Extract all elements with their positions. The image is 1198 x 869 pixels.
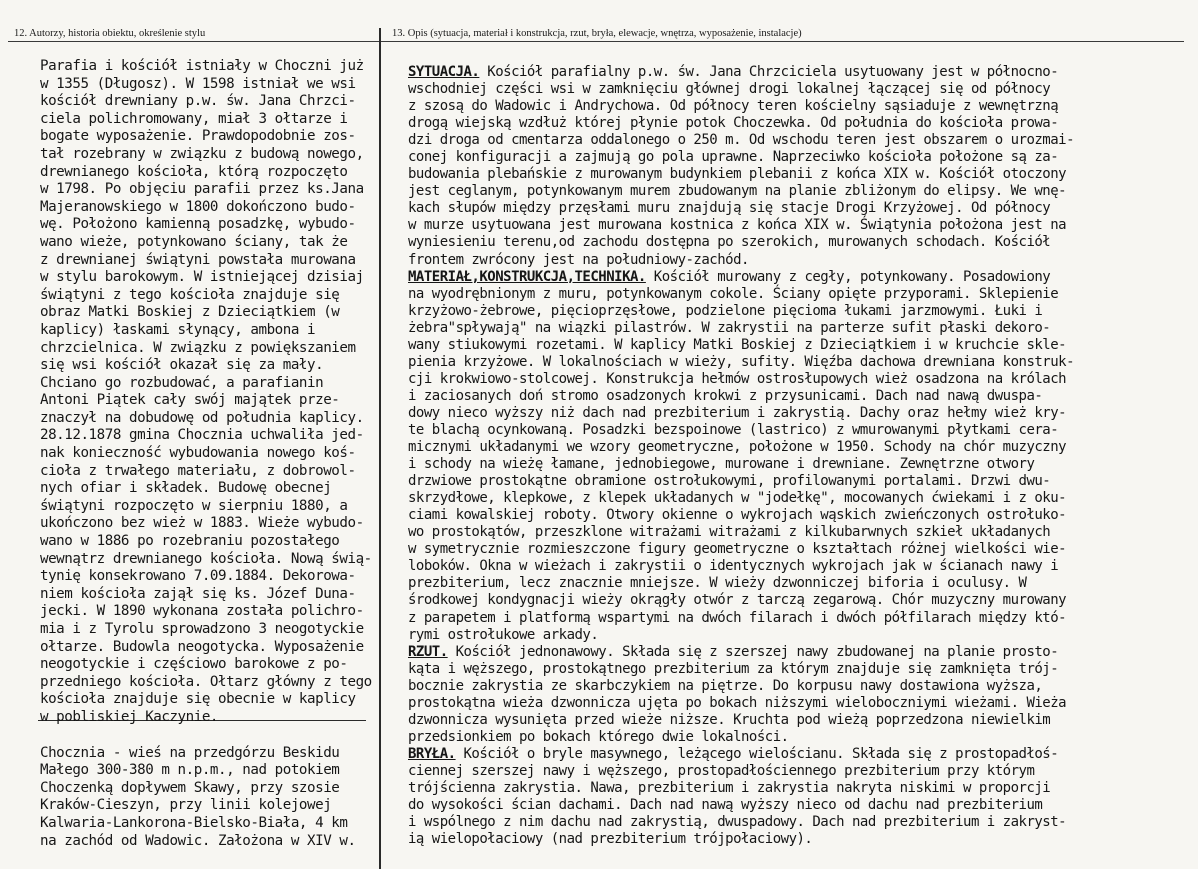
description-line <box>408 729 1188 746</box>
description-line-text: Kościół o bryle masywnego, leżącego wielościanu. Składa się z prostopadłoś- <box>455 745 1059 762</box>
description-line <box>408 217 1188 234</box>
section-heading-rzut: RZUT. <box>408 643 448 660</box>
history-line: kaplicy) łaskami słynący, ambona i <box>40 321 316 338</box>
description-line-text: bocznie zakrystia ze skarbczykiem na piętrze. Do korpusu nawy dostawiona wyższa, <box>408 677 1043 694</box>
description-line <box>408 678 1188 695</box>
section-heading-bryla: BRYŁA. <box>408 745 456 762</box>
place-line: Kalwaria-Lankorona-Bielsko-Biała, 4 km <box>40 814 348 831</box>
history-line: cioła z trwałego materiału, z dobrowol- <box>40 462 356 479</box>
description-line <box>408 252 1188 269</box>
description-line <box>408 166 1188 183</box>
history-line: wano wieże, potynkowano ściany, tak że <box>40 233 348 250</box>
history-line: wewnątrz drewnianego kościoła. Nową świą- <box>40 550 372 567</box>
history-line: jecki. W 1890 wykonana została polichro- <box>40 603 364 620</box>
place-line: Kraków-Cieszyn, przy linii kolejowej <box>40 797 332 814</box>
description-line <box>408 575 1188 592</box>
description-line-text: Kościół jednonawowy. Składa się z szerszej nawy zbudowanej na planie prosto- <box>447 643 1059 660</box>
description-line <box>408 98 1188 115</box>
description-line-text: pienia krzyżowe. W lokalnościach w wieży, sufity. Więźba dachowa drewniana konstruk- <box>408 353 1075 370</box>
description-line-text: dowy nieco wyższy niż dach nad prezbiterium i zakrystią. Dachy oraz hełmy wież kry- <box>408 404 1067 421</box>
description-line-text: w murze usytuowana jest murowana kostnica z końca XIX w. Świątynia położona jest na <box>408 217 1067 234</box>
description-line-text: na wyodrębnionym z muru, potynkowanym cokole. Ściany opięte przyporami. Sklepienie <box>408 285 1059 302</box>
description-line-text: ią wielopołaciowy (nad prezbiterium trójpołaciowy). <box>408 831 813 848</box>
history-line: kościół drewniany p.w. św. Jana Chrzci- <box>40 93 356 110</box>
history-line: z drewnianej świątyni powstała murowana <box>40 251 356 268</box>
description-line <box>408 388 1188 405</box>
description-line-text: cji krokwiowo-stolcowej. Konstrukcja hełmów ostrosłupowych wież osadzona na królach <box>408 370 1067 387</box>
description-line-text: i wspólnego z nim dachu nad zakrystią, dwuspadowy. Dach nad prezbiterium i zakryst- <box>408 814 1067 831</box>
description-line-text: do wysokości ścian dachami. Dach nad nawą wyższy nieco od dachu nad prezbiterium <box>408 797 1043 814</box>
description-line <box>408 524 1188 541</box>
description-line-text: prezbiterium, lecz znacznie mniejsze. W wieży dzwonniczej biforia i oculusy. W <box>408 575 1027 592</box>
description-line <box>408 541 1188 558</box>
section-rzut <box>408 644 1188 746</box>
description-line-text: Kościół murowany z cegły, potynkowany. Posadowiony <box>645 268 1051 285</box>
history-text <box>40 58 376 727</box>
description-line-text: micznymi układanymi we wzory geometryczne, położone w 1950. Schody na chór muzyczny <box>408 439 1067 456</box>
history-line: kościoła znajduje się obecnie w kaplicy <box>40 691 356 708</box>
section-heading-material: MATERIAŁ,KONSTRUKCJA,TECHNIKA. <box>408 268 646 285</box>
description-line-text: dzwonnicza wysunięta przed wieże niższe. Kruchta pod wieżą poprzedzona niewielkim <box>408 711 1051 728</box>
description-line-text: drzwiowe prostokątne obramione ostrołukowymi, profilowanymi portalami. Drzwi dwu- <box>408 473 1051 490</box>
description-column <box>408 64 1188 848</box>
history-line: Antoni Piątek cały swój majątek prze- <box>40 392 340 409</box>
description-line-text: i zaciosanych doń stromo osadzonych krokwi z przysunicami. Dach nad nawą dwuspa- <box>408 387 1043 404</box>
header-rule <box>8 41 1184 42</box>
description-line <box>408 473 1188 490</box>
description-line <box>408 456 1188 473</box>
description-line <box>408 831 1188 848</box>
history-line: wę. Położono kamienną posadzkę, wybudo- <box>40 216 356 233</box>
column-divider <box>379 28 381 869</box>
description-line <box>408 763 1188 780</box>
history-line: ciela polichromowany, miał 3 ołtarze i <box>40 110 348 127</box>
place-line: na zachód od Wadowic. Założona w XIV w. <box>40 832 356 849</box>
description-line-text: ciami kowalskiej roboty. Otwory okienne o wykrojach wąskich zwieńczonych ostrołuko- <box>408 507 1067 524</box>
description-line-text: w symetrycznie rozmieszczone figury geometryczne o kształtach różnej wielkości wie- <box>408 541 1067 558</box>
section-material <box>408 269 1188 644</box>
description-line-text: Kościół parafialny p.w. św. Jana Chrzciciela usytuowany jest w północno- <box>479 64 1059 80</box>
place-line: Małego 300-380 m n.p.m., nad potokiem <box>40 762 340 779</box>
description-line-text: budowania plebańskie z murowanym budynkiem plebanii z końca XIX w. Kościół otoczony <box>408 166 1067 183</box>
description-line <box>408 507 1188 524</box>
description-line <box>408 814 1188 831</box>
history-line: nych ofiar i składek. Budowę obecnej <box>40 480 332 497</box>
description-line <box>408 200 1188 217</box>
history-line: się wsi kościół okazał się za mały. <box>40 357 324 374</box>
history-line: Chciano go rozbudować, a parafianin <box>40 374 324 391</box>
description-line <box>408 558 1188 575</box>
history-line: chrzcielnica. W związku z powiększaniem <box>40 339 356 356</box>
description-line <box>408 320 1188 337</box>
description-line <box>408 371 1188 388</box>
history-line: w stylu barokowym. W istniejącej dzisiaj <box>40 269 364 286</box>
section-header-authors-history: 12. Autorzy, historia obiektu, określenie stylu <box>14 28 206 39</box>
section-bryla <box>408 746 1188 848</box>
description-line <box>408 592 1188 609</box>
history-line: neogotyckie i częściowo barokowe z po- <box>40 656 348 673</box>
description-line <box>408 405 1188 422</box>
history-line: w 1798. Po objęciu parafii przez ks.Jana <box>40 181 364 198</box>
history-line: w pobliskiej Kaczynie. <box>40 708 219 725</box>
description-line-text: drogą wiejską wzdłuż której płynie potok Choczewka. Od południa do kościoła prowa- <box>408 115 1059 132</box>
history-line: świątyni rozpoczęto w sierpniu 1880, a <box>40 497 348 514</box>
history-line: Parafia i kościół istniały w Choczni już <box>40 58 364 74</box>
history-line: ukończono bez wież w 1883. Wieże wybudo- <box>40 515 364 532</box>
description-line-text: wo prostokątów, przeszklone witrażami witrażami z kilkubarwnych szkieł układanych <box>408 524 1051 541</box>
history-line: Majeranowskiego w 1800 dokończono budo- <box>40 198 356 215</box>
description-line-text: krzyżowo-żebrowe, pięcioprzęsłowe, podzielone pięcioma łukami jarzmowymi. Łuki i <box>408 302 1043 319</box>
description-line <box>408 81 1188 98</box>
description-line <box>408 695 1188 712</box>
history-line: przedniego kościoła. Ołtarz główny z tego <box>40 673 372 690</box>
description-line-text: i schody na wieżę łamane, jednobiegowe, murowane i drewniane. Zewnętrzne otwory <box>408 456 1035 473</box>
description-line <box>408 234 1188 251</box>
history-line: świątyni z tego kościoła znajduje się <box>40 286 340 303</box>
description-line <box>408 746 1188 763</box>
history-line: w 1355 (Długosz). W 1598 istniał we wsi <box>40 75 356 92</box>
description-line <box>408 64 1188 81</box>
description-line-text: z szosą do Wadowic i Andrychowa. Od północy teren kościelny sąsiaduje z wewnętrzną <box>408 98 1059 115</box>
description-line <box>408 490 1188 507</box>
description-line-text: środkowej kondygnacji wieży okrągły otwór z tarczą zegarową. Chór muzyczny murowany <box>408 592 1067 609</box>
description-line-text: conej konfiguracji a zajmują go pola uprawne. Naprzeciwko kościoła położone są za- <box>408 149 1059 166</box>
history-line: mia i z Tyrolu sprowadzono 3 neogotyckie <box>40 621 364 637</box>
description-line-text: skrzydłowe, klepkowe, z klepek układanych w "jodełkę", mocowanych ćwiekami i z oku- <box>408 490 1067 507</box>
history-line: tał rozebrany w związku z budową nowego, <box>40 145 364 162</box>
description-line <box>408 422 1188 439</box>
description-line-text: loboków. Okna w wieżach i zakrystii o identycznych wykrojach jak w ścianach nawy i <box>408 558 1059 575</box>
place-line: Chocznia - wieś na przedgórzu Beskidu <box>40 744 340 761</box>
description-line <box>408 337 1188 354</box>
place-text <box>40 745 376 851</box>
description-line <box>408 797 1188 814</box>
history-line: obraz Matki Boskiej z Dzieciątkiem (w <box>40 304 340 321</box>
history-column <box>40 58 376 850</box>
description-line-text: z parapetem i platformą wspartymi na dwóch filarach i dwóch półfilarach między któ- <box>408 609 1067 626</box>
section-header-description: 13. Opis (sytuacja, materiał i konstrukcja, rzut, bryła, elewacje, wnętrza, wyposażenie, instalacje) <box>392 28 802 39</box>
description-line <box>408 115 1188 132</box>
description-line <box>408 644 1188 661</box>
description-line-text: wany stiukowymi rozetami. W kaplicy Matki Boskiej z Dzieciątkiem i w kruchcie skle- <box>408 336 1067 353</box>
description-line <box>408 286 1188 303</box>
description-line-text: ciennej szerszej nawy i węższego, prostopadłościennego prezbiterium przy którym <box>408 762 1035 779</box>
description-line-text: rymi ostrołukowe arkady. <box>408 626 599 643</box>
place-line: Choczenką dopływem Skawy, przy szosie <box>40 779 340 796</box>
section-heading-sytuacja: SYTUACJA. <box>408 64 480 80</box>
description-line <box>408 780 1188 797</box>
description-line-text: trójścienna zakrystia. Nawa, prezbiterium i zakrystia nakryta niskimi w proporcji <box>408 779 1051 796</box>
description-line <box>408 132 1188 149</box>
history-line: 28.12.1878 gmina Chocznia uchwaliła jed- <box>40 427 364 444</box>
history-line: drewnianego kościoła, którą rozpoczęto <box>40 163 348 180</box>
description-line-text: te blachą ocynkowaną. Posadzki bezspoinowe (lastrico) z wmurowanymi płytkami cera- <box>408 421 1059 438</box>
history-line: wano w 1886 po rozebraniu pozostałego <box>40 533 340 550</box>
history-line: tynię konsekrowano 7.09.1884. Dekorowa- <box>40 568 356 585</box>
description-line-text: prostokątna wieża dzwonnicza ujęta po bokach niższymi wieloboczniymi wieżami. Wieża <box>408 694 1067 711</box>
description-line <box>408 439 1188 456</box>
description-line-text: kąta i węższego, prostokątnego prezbiterium za którym znajduje się zamknięta trój- <box>408 660 1059 677</box>
description-line <box>408 269 1188 286</box>
description-line-text: kach słupów między przęsłami muru znajdują się stacje Drogi Krzyżowej. Od północy <box>408 200 1051 217</box>
description-line-text: wschodniej części wsi w zamknięciu głównej drogi lokalnej łączącej się od północy <box>408 81 1051 98</box>
section-sytuacja <box>408 64 1188 269</box>
description-line-text: jest ceglanym, potynkowanym murem zbudowanym na planie zbliżonym do elipsy. We wnę- <box>408 183 1067 200</box>
description-line <box>408 610 1188 627</box>
description-line <box>408 183 1188 200</box>
history-line: ołtarze. Budowla neogotycka. Wyposażenie <box>40 638 364 655</box>
description-line <box>408 149 1188 166</box>
history-line: nak konieczność wybudowania nowego koś- <box>40 445 356 462</box>
description-line <box>408 712 1188 729</box>
history-line: znaczył na dobudowę od południa kaplicy. <box>40 409 364 426</box>
description-line <box>408 627 1188 644</box>
description-line-text: żebra"spływają" na wiązki pilastrów. W zakrystii na parterze sufit płaski dekoro- <box>408 319 1051 336</box>
description-line <box>408 661 1188 678</box>
description-line-text: wyniesieniu terenu,od zachodu dostępna po szerokich, murowanych schodach. Kościół <box>408 234 1051 251</box>
description-line <box>408 303 1188 320</box>
history-line: niem kościoła zajął się ks. Józef Duna- <box>40 585 356 602</box>
description-line-text: przedsionkiem po bokach którego dwie lokalności. <box>408 728 789 745</box>
description-line-text: frontem zwrócony jest na południowy-zachód. <box>408 251 749 268</box>
description-line-text: dzi droga od cmentarza oddalonego o 250 m. Od wschodu teren jest obszarem o urozmai- <box>408 132 1075 149</box>
description-line <box>408 354 1188 371</box>
history-line: bogate wyposażenie. Prawdopodobnie zos- <box>40 128 356 145</box>
